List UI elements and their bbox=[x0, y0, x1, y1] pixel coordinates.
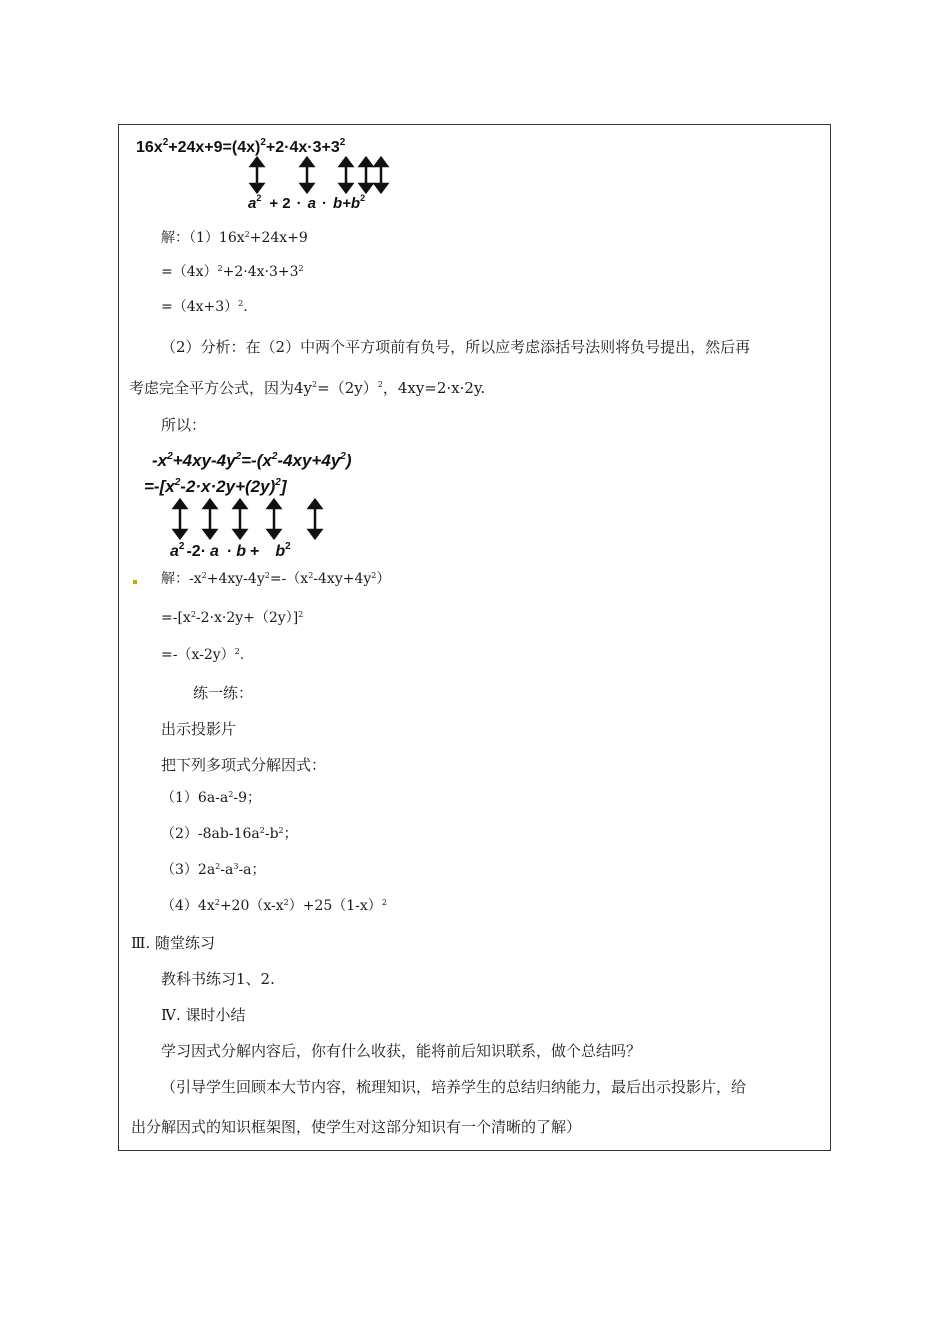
fig2-row2: $=-[x^2-2\cdot x\cdot 2y+(2y)^2]$ bbox=[144, 477, 287, 496]
solution1-line3: $=(4x+3)^2$. bbox=[161, 299, 248, 315]
fig2-bottom: $a^2$ $-2\cdot a \cdot b + b^2$ bbox=[170, 541, 291, 560]
section4-text: 学习因式分解内容后，你有什么收获，能将前后知识联系，做个总结吗？ bbox=[161, 1042, 642, 1060]
practice-task: 把下列多项式分解因式： bbox=[161, 756, 327, 774]
fig1-bottom-formula: $a^2 + 2 \cdot a \cdot b+b^2$ bbox=[248, 193, 366, 212]
formula-figure-1 bbox=[130, 128, 410, 216]
fig1-arrows bbox=[251, 158, 387, 192]
section3-text: 教科书练习1、2. bbox=[161, 970, 275, 988]
so-label: 所以： bbox=[161, 416, 207, 434]
practice-title: 练一练： bbox=[193, 684, 254, 702]
practice-q3: $(3)2a^2-a^3-a$； bbox=[161, 862, 266, 878]
solution2-line3: $=-(x-2y)^2$. bbox=[161, 647, 245, 663]
section4-note-line1: （引导学生回顾本大节内容，梳理知识，培养学生的总结归纳能力，最后出示投影片，给 bbox=[161, 1078, 747, 1096]
section3-title: Ⅲ. 随堂练习 bbox=[131, 934, 216, 952]
section4-title: Ⅳ. 课时小结 bbox=[161, 1006, 246, 1024]
fig2-arrows bbox=[174, 500, 321, 538]
practice-q1: $(1)6a-a^2-9$； bbox=[161, 790, 261, 806]
solution2-line2: $=-[x^2-2\cdot x\cdot 2y+(2y)]^2$ bbox=[161, 610, 304, 626]
solution1-line1: 解：$(1)16x^2+24x+9$ bbox=[161, 230, 308, 246]
practice-q2: $(2)-8ab-16a^2-b^2$； bbox=[161, 826, 298, 842]
marker-dot bbox=[133, 580, 137, 584]
formula-figure-2 bbox=[140, 446, 410, 562]
analysis-line2: 考虑完全平方公式，因为$4y^2=(2y)^2$，4xy=2·x·2y. bbox=[129, 379, 486, 397]
fig1-top-formula: $16x^2+24x+9=(4x)^2+2\cdot 4x\cdot 3+3^2$ bbox=[136, 137, 346, 156]
section4-note-line2: 出分解因式的知识框架图，使学生对这部分知识有一个清晰的了解） bbox=[131, 1118, 582, 1136]
practice-q4: $(4)4x^2+20(x-x^2)+25(1-x)^2$ bbox=[161, 898, 387, 914]
fig2-row1: $-x^2+4xy-4y^2=-(x^2-4xy+4y^2)$ bbox=[152, 451, 352, 470]
analysis-line1: （2）分析：在（2）中两个平方项前有负号，所以应考虑添括号法则将负号提出，然后再 bbox=[161, 338, 751, 356]
solution1-line2: $=(4x)^2+2\cdot 4x\cdot 3+3^2$ bbox=[161, 264, 304, 280]
practice-show: 出示投影片 bbox=[161, 720, 237, 738]
solution2-line1: 解：$-x^2+4xy-4y^2=-(x^2-4xy+4y^2)$ bbox=[161, 571, 391, 587]
